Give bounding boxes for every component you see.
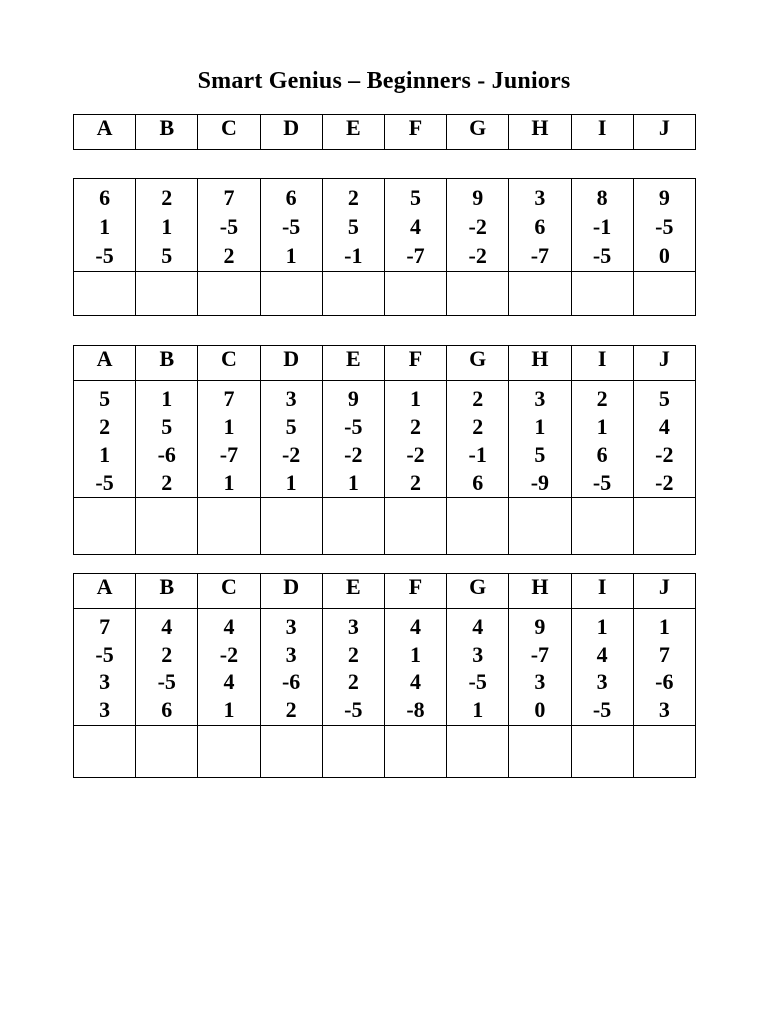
number-stack [531, 613, 549, 723]
number-stack [406, 385, 424, 497]
number-stack [531, 183, 549, 270]
problem-number: 3 [285, 386, 297, 411]
problem-i [571, 609, 633, 726]
problem-number: 1 [410, 386, 422, 411]
number-stack [95, 613, 113, 723]
number-stack [406, 183, 424, 270]
problem-e [322, 179, 384, 272]
problem-number: 7 [99, 614, 111, 639]
problem-number: -5 [95, 641, 114, 667]
problem-d [260, 179, 322, 272]
number-stack [531, 385, 549, 497]
column-header-j: J [633, 115, 695, 150]
problem-number: -1 [592, 214, 612, 239]
problem-number: 1 [99, 442, 111, 467]
problem-j [633, 179, 695, 272]
column-header-row [74, 115, 696, 150]
problem-number: 4 [472, 614, 484, 639]
column-header-a: A [74, 574, 136, 609]
problem-number: 5 [534, 442, 546, 467]
answer-box-c[interactable] [198, 498, 260, 555]
answer-box-j[interactable] [633, 726, 695, 778]
column-header-i: I [571, 115, 633, 150]
column-header-h: H [509, 574, 571, 609]
answer-box-d[interactable] [260, 726, 322, 778]
problem-number: 3 [534, 669, 546, 694]
problem-number: -2 [344, 442, 363, 467]
answer-box-i[interactable] [571, 272, 633, 316]
column-header-e: E [322, 346, 384, 381]
problem-number: -2 [655, 470, 674, 495]
problem-j [633, 381, 695, 498]
number-stack [344, 385, 362, 497]
answer-box-a[interactable] [74, 726, 136, 778]
answer-box-c[interactable] [198, 726, 260, 778]
problem-g [447, 381, 509, 498]
problem-number: 9 [658, 185, 670, 210]
problem-number: -5 [219, 214, 239, 239]
problem-number: -6 [281, 669, 301, 694]
problem-number: 1 [472, 696, 484, 722]
problem-number: 9 [472, 185, 484, 210]
answer-box-g[interactable] [447, 726, 509, 778]
problem-number: -6 [157, 442, 176, 467]
answer-box-a[interactable] [74, 272, 136, 316]
problem-number: 8 [596, 185, 608, 210]
problem-number: 5 [410, 185, 422, 210]
problem-number: 2 [285, 696, 297, 722]
column-header-h: H [509, 346, 571, 381]
problem-f [384, 179, 446, 272]
column-header-f: F [384, 574, 446, 609]
problem-number: -7 [530, 243, 550, 268]
column-header-g: G [447, 115, 509, 150]
problem-number: 2 [223, 243, 235, 268]
problem-number: -2 [655, 442, 674, 467]
problem-number: 3 [347, 614, 359, 639]
problem-number: -7 [406, 243, 425, 268]
problem-number: 3 [596, 669, 608, 694]
number-stack [95, 183, 113, 270]
problem-number: 1 [347, 470, 359, 495]
problem-number: 4 [410, 669, 422, 694]
problem-g [447, 179, 509, 272]
problem-number: 2 [472, 386, 484, 411]
answer-box-b[interactable] [136, 272, 198, 316]
answer-box-c[interactable] [198, 272, 260, 316]
column-header-c: C [198, 115, 260, 150]
problem-number: 2 [347, 185, 359, 210]
problem-number: 1 [161, 214, 173, 239]
problem-number: 4 [410, 614, 422, 639]
problem-number: 2 [347, 669, 359, 694]
column-header-e: E [322, 574, 384, 609]
problem-number: 5 [658, 386, 670, 411]
problem-number: -1 [468, 442, 487, 467]
number-stack [469, 385, 487, 497]
number-stack [220, 385, 238, 497]
answer-box-d[interactable] [260, 498, 322, 555]
answer-box-g[interactable] [447, 498, 509, 555]
problem-number: 2 [347, 641, 359, 667]
answer-box-e[interactable] [322, 272, 384, 316]
problem-number: 2 [410, 470, 422, 495]
problem-number: 6 [285, 185, 297, 210]
problem-number: 6 [99, 185, 111, 210]
problem-number: 0 [534, 696, 546, 722]
number-stack [282, 385, 300, 497]
problem-j [633, 609, 695, 726]
number-stack [220, 613, 238, 723]
problem-b [136, 179, 198, 272]
problem-number: 1 [285, 470, 297, 495]
problem-h [509, 381, 571, 498]
column-header-g: G [447, 346, 509, 381]
problem-number: 4 [410, 214, 422, 239]
number-stack [158, 385, 176, 497]
problem-number: 4 [596, 641, 608, 667]
problem-number: -2 [281, 442, 301, 467]
problem-d [260, 609, 322, 726]
problem-a [74, 609, 136, 726]
column-header-b: B [136, 346, 198, 381]
problem-number: 2 [99, 414, 111, 439]
problem-c [198, 179, 260, 272]
problem-number: 5 [161, 243, 173, 268]
problem-number: 1 [99, 214, 111, 239]
column-header-b: B [136, 574, 198, 609]
answer-box-b[interactable] [136, 726, 198, 778]
number-stack [161, 183, 172, 270]
problem-number: 3 [472, 641, 484, 667]
column-header-a: A [74, 115, 136, 150]
problem-h [509, 179, 571, 272]
problem-number: -5 [655, 214, 674, 239]
column-header-j: J [633, 346, 695, 381]
answer-box-f[interactable] [384, 272, 446, 316]
problem-number: 2 [161, 470, 173, 495]
problem-number: -9 [530, 470, 550, 495]
answer-box-d[interactable] [260, 272, 322, 316]
problem-number: 1 [534, 414, 546, 439]
problem-number: 7 [658, 641, 670, 667]
number-stack [95, 385, 113, 497]
number-stack [406, 613, 424, 723]
number-stack [593, 385, 611, 497]
answer-box-a[interactable] [74, 498, 136, 555]
column-header-g: G [447, 574, 509, 609]
column-header-e: E [322, 115, 384, 150]
problem-set-3 [73, 573, 696, 778]
problem-number: 1 [410, 641, 422, 667]
problem-number: 5 [347, 214, 359, 239]
answer-box-h[interactable] [509, 726, 571, 778]
answer-box-i[interactable] [571, 726, 633, 778]
problem-row [74, 179, 696, 272]
problem-number: -5 [95, 243, 114, 268]
column-header-i: I [571, 574, 633, 609]
problem-number: 3 [285, 641, 297, 667]
problem-f [384, 609, 446, 726]
problem-number: 1 [161, 386, 173, 411]
number-stack [593, 183, 611, 270]
problem-number: 3 [658, 696, 670, 722]
answer-box-e[interactable] [322, 498, 384, 555]
column-header-j: J [633, 574, 695, 609]
problem-e [322, 381, 384, 498]
problem-number: 7 [223, 185, 235, 210]
number-stack [344, 613, 362, 723]
number-stack [655, 385, 673, 497]
answer-box-j[interactable] [633, 498, 695, 555]
number-stack [469, 613, 487, 723]
problem-set-1 [73, 178, 696, 316]
problem-d [260, 381, 322, 498]
number-stack [344, 183, 362, 270]
problem-number: 3 [285, 614, 297, 639]
column-header-table [73, 114, 696, 150]
problem-number: 4 [223, 669, 235, 694]
problem-b [136, 381, 198, 498]
problem-a [74, 381, 136, 498]
problem-number: 5 [99, 386, 111, 411]
column-header-f: F [384, 346, 446, 381]
problem-number: -2 [406, 442, 425, 467]
problem-number: 5 [161, 414, 173, 439]
column-header-b: B [136, 115, 198, 150]
problem-a [74, 179, 136, 272]
problem-set-2 [73, 345, 696, 555]
answer-box-h[interactable] [509, 498, 571, 555]
number-stack [655, 183, 673, 270]
problem-number: 3 [99, 696, 111, 722]
problem-number: -5 [344, 696, 363, 722]
problem-number: 0 [658, 243, 670, 268]
problem-number: 1 [596, 614, 608, 639]
problem-number: 3 [534, 185, 546, 210]
problem-number: 6 [534, 214, 546, 239]
column-header-c: C [198, 574, 260, 609]
problem-number: 2 [410, 414, 422, 439]
number-stack [158, 613, 176, 723]
problem-f [384, 381, 446, 498]
answer-row [74, 498, 696, 555]
problem-number: -5 [157, 669, 176, 694]
problem-number: -1 [344, 243, 363, 268]
problem-number: -5 [592, 470, 612, 495]
column-header-row [74, 574, 696, 609]
problem-i [571, 179, 633, 272]
problem-number: -2 [468, 214, 487, 239]
problem-number: 9 [534, 614, 546, 639]
answer-box-h[interactable] [509, 272, 571, 316]
problem-e [322, 609, 384, 726]
problem-number: 2 [161, 185, 173, 210]
problem-number: 1 [596, 414, 608, 439]
number-stack [282, 613, 300, 723]
problem-number: 6 [161, 696, 173, 722]
problem-number: 1 [658, 614, 670, 639]
problem-row [74, 381, 696, 498]
problem-number: 2 [472, 414, 484, 439]
column-header-d: D [260, 346, 322, 381]
problem-number: -5 [592, 696, 612, 722]
problem-number: 4 [658, 414, 670, 439]
problem-number: 6 [596, 442, 608, 467]
column-header-c: C [198, 346, 260, 381]
answer-box-i[interactable] [571, 498, 633, 555]
problem-number: -7 [219, 442, 239, 467]
column-header-d: D [260, 115, 322, 150]
answer-box-g[interactable] [447, 272, 509, 316]
problem-number: 1 [285, 243, 297, 268]
problem-number: -7 [530, 641, 550, 667]
problem-number: 3 [99, 669, 111, 694]
problem-number: 2 [596, 386, 608, 411]
column-header-row [74, 346, 696, 381]
problem-c [198, 609, 260, 726]
problem-number: -2 [468, 243, 487, 268]
problem-row [74, 609, 696, 726]
answer-row [74, 726, 696, 778]
number-stack [220, 183, 238, 270]
problem-number: 6 [472, 470, 484, 495]
answer-box-b[interactable] [136, 498, 198, 555]
number-stack [469, 183, 487, 270]
answer-box-j[interactable] [633, 272, 695, 316]
problem-number: -5 [592, 243, 612, 268]
column-header-a: A [74, 346, 136, 381]
problem-number: -5 [468, 669, 487, 694]
problem-number: 3 [534, 386, 546, 411]
problem-number: 1 [223, 696, 235, 722]
problem-g [447, 609, 509, 726]
problem-number: 5 [285, 414, 297, 439]
page-title: Smart Genius – Beginners - Juniors [197, 68, 571, 94]
column-header-f: F [384, 115, 446, 150]
problem-number: -8 [406, 696, 425, 722]
problem-number: 1 [223, 470, 235, 495]
number-stack [593, 613, 611, 723]
problem-number: 9 [347, 386, 359, 411]
problem-number: 4 [161, 614, 173, 639]
column-header-h: H [509, 115, 571, 150]
number-stack [282, 183, 300, 270]
problem-h [509, 609, 571, 726]
answer-box-f[interactable] [384, 726, 446, 778]
problem-i [571, 381, 633, 498]
problem-number: 7 [223, 386, 235, 411]
number-stack [655, 613, 673, 723]
answer-row [74, 272, 696, 316]
problem-b [136, 609, 198, 726]
column-header-i: I [571, 346, 633, 381]
problem-c [198, 381, 260, 498]
problem-number: -5 [281, 214, 301, 239]
problem-number: -2 [219, 641, 239, 667]
answer-box-f[interactable] [384, 498, 446, 555]
problem-number: 2 [161, 641, 173, 667]
problem-number: 1 [223, 414, 235, 439]
column-header-d: D [260, 574, 322, 609]
problem-number: -5 [344, 414, 363, 439]
problem-number: -6 [655, 669, 674, 694]
answer-box-e[interactable] [322, 726, 384, 778]
problem-number: -5 [95, 470, 114, 495]
problem-number: 4 [223, 614, 235, 639]
